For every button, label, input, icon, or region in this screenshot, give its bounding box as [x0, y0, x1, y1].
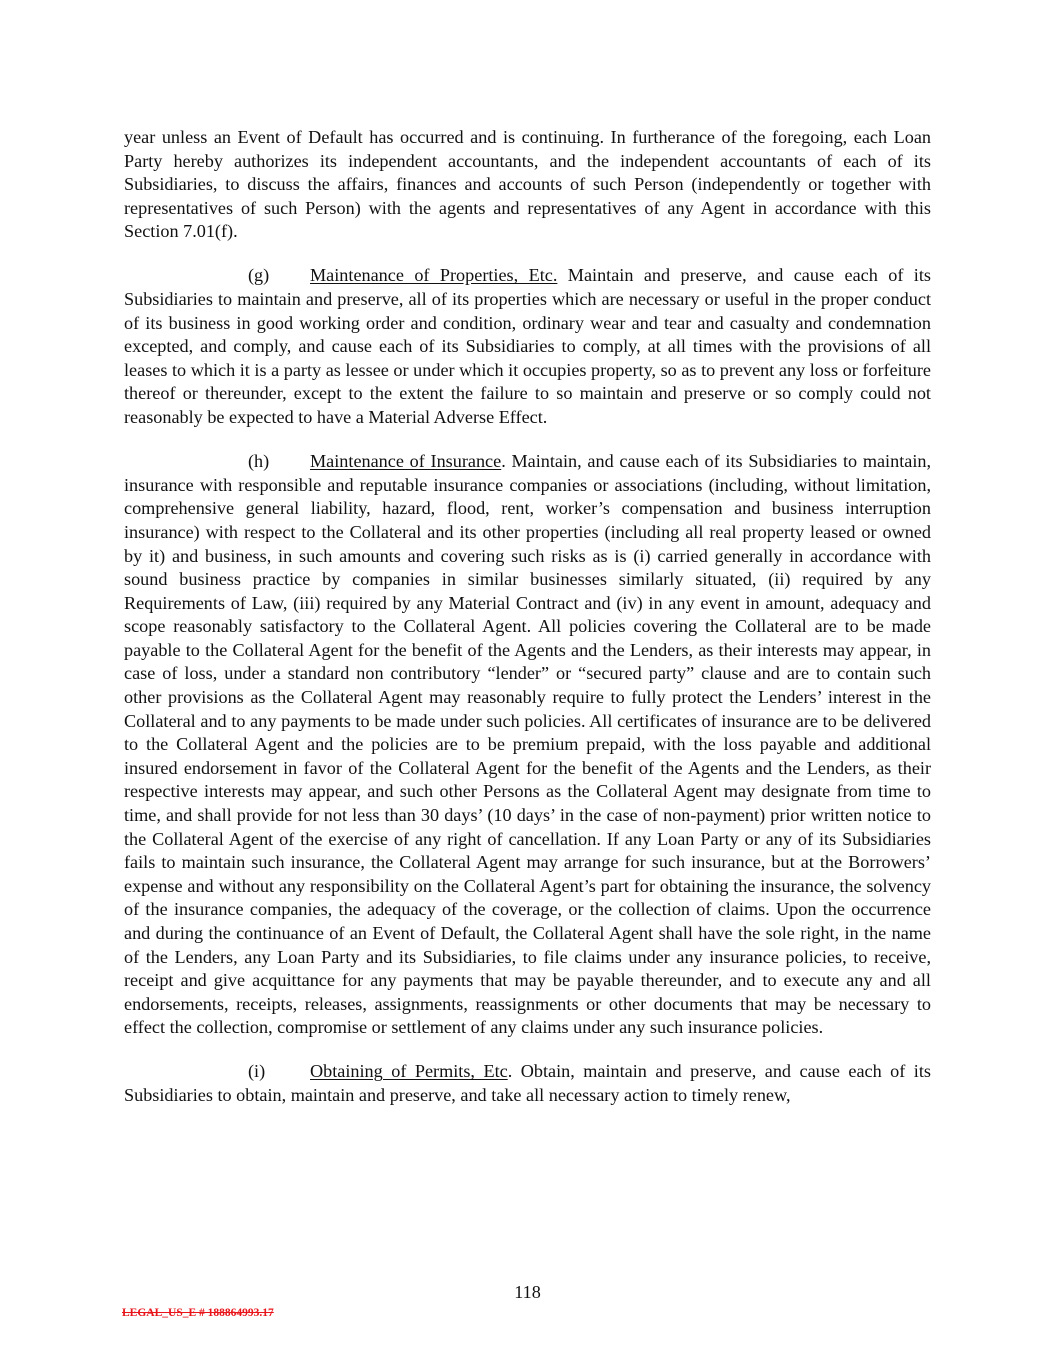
- paragraph-text: Maintain and preserve, and cause each of its Subsidiaries to maintain and preserve, all of its properties which are necessary or useful in the proper conduct of its business in good working order and condition, ordinary wear and tear and casualty and condemnation excepted, and comply, and cause each of its Subsidiaries to comply, at all times with the provisions of all leases to which it is a party as lessee or under which it occupies property, so as to prevent any loss or forfeiture thereof or thereunder, except to the extent the failure to so maintain and preserve or so comply could not reasonably be expected to have a Material Adverse Effect.: [124, 265, 931, 428]
- section-marker: (g): [248, 265, 270, 286]
- paragraph-f-continued: [124, 126, 931, 244]
- section-heading: Obtaining of Permits, Etc: [310, 1061, 508, 1082]
- section-heading: Maintenance of Insurance: [310, 451, 502, 472]
- document-footer-id: LEGAL_US_E # 188864993.17: [122, 1307, 274, 1319]
- section-heading: Maintenance of Properties, Etc.: [310, 265, 558, 286]
- section-marker: (i): [248, 1061, 266, 1082]
- section-marker: (h): [248, 451, 270, 472]
- paragraph-g-maintenance-of-properties: [124, 264, 931, 429]
- heading-suffix: .: [507, 1061, 513, 1082]
- paragraph-text: Maintain, and cause each of its Subsidiaries to maintain, insurance with responsible and reputable insurance companies or associations (including, without limitation, comprehensive general liability, hazard, flood, rent, worker’s compensation and business interruption insurance) with respect to the Collateral and its other properties (including all real property leased or owned by it) and business, in such amounts and covering such risks as is (i) carried generally in accordance with sound business practice by companies in similar businesses similarly situated, (ii) required by any Requirements of Law, (iii) required by any Material Contract and (iv) in any event in amount, adequacy and scope reasonably satisfactory to the Collateral Agent. All policies covering the Collateral are to be made payable to the Collateral Agent for the benefit of the Agents and the Lenders, as their interests may appear, in case of loss, under a standard non contributory “lender” or “secured party” clause and are to contain such other provisions as the Collateral Agent may reasonably require to fully protect the Lenders’ interest in the Collateral and to any payments to be made under such policies. All certificates of insurance are to be delivered to the Collateral Agent and the policies are to be premium prepaid, with the loss payable and additional insured endorsement in favor of the Collateral Agent for the benefit of the Agents and the Lenders, as their respective interests may appear, and such other Persons as the Collateral Agent may designate from time to time, and shall provide for not less than 30 days’ (10 days’ in the case of non-payment) prior written notice to the Collateral Agent of the exercise of any right of cancellation. If any Loan Party or any of its Subsidiaries fails to maintain such insurance, the Collateral Agent may arrange for such insurance, but at the Borrowers’ expense and without any responsibility on the Collateral Agent’s part for obtaining the insurance, the solvency of the insurance companies, the adequacy of the coverage, or the collection of claims. Upon the occurrence and during the continuance of an Event of Default, the Collateral Agent shall have the sole right, in the name of the Lenders, any Loan Party and its Subsidiaries, to file claims under any insurance policies, to receive, receipt and give acquittance for any payments that may be payable thereunder, and to execute any and all endorsements, receipts, releases, assignments, reassignments or other documents that may be necessary to effect the collection, compromise or settlement of any claims under any such insurance policies.: [124, 451, 932, 1038]
- paragraph-text: Obtain, maintain and preserve, and cause each of its Subsidiaries to obtain, maintain and preserve, and take all necessary action to timely renew,: [124, 1061, 931, 1106]
- heading-suffix: .: [501, 451, 506, 472]
- page-number: 118: [514, 1282, 541, 1302]
- paragraph-text: year unless an Event of Default has occurred and is continuing. In furtherance of the foregoing, each Loan Party hereby authorizes its independent accountants, and the independent accountants of each of its Subsidiaries, to discuss the affairs, finances and accounts of such Person (independently or together with representatives of such Person) with the agents and representatives of any Agent in accordance with this Section 7.01(f).: [124, 127, 931, 242]
- paragraph-h-maintenance-of-insurance: [124, 450, 931, 1040]
- paragraph-i-obtaining-of-permits: [124, 1060, 931, 1107]
- document-body: [124, 126, 931, 1128]
